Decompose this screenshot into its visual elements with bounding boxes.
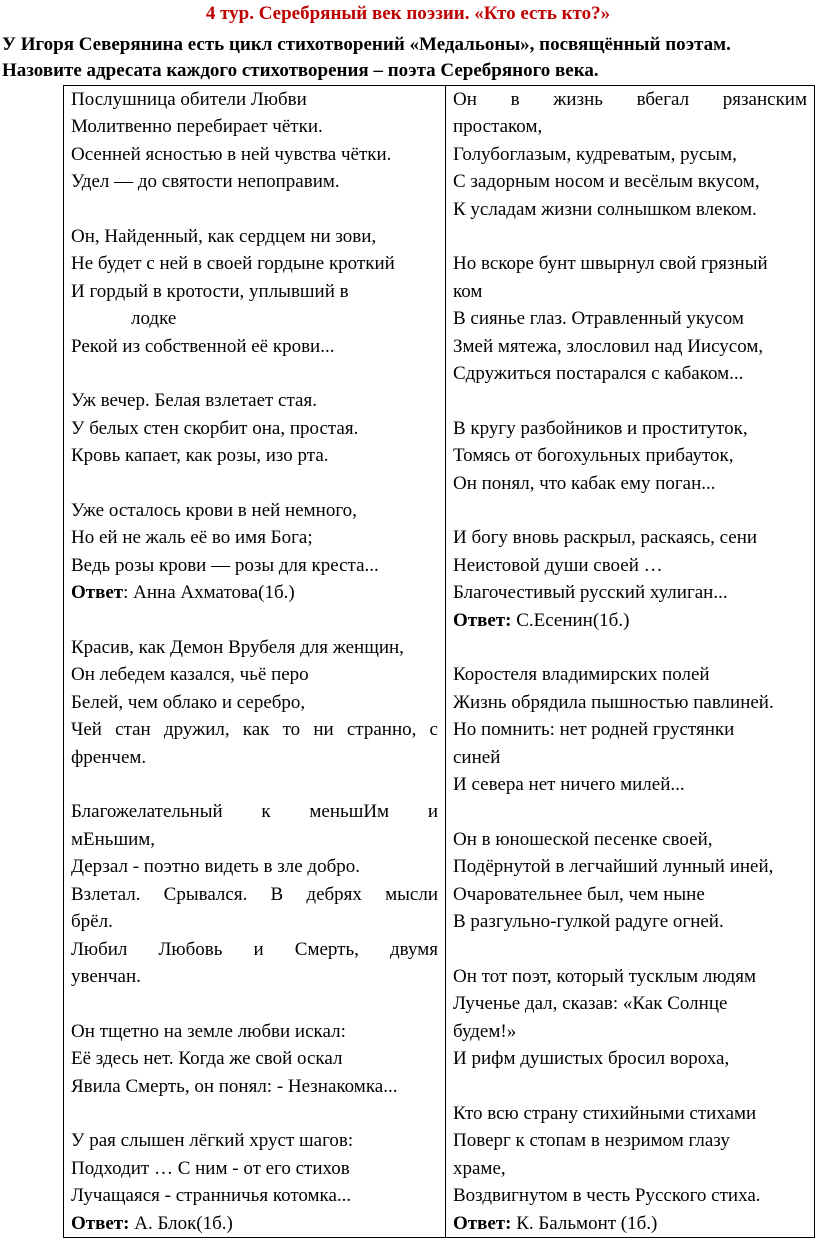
verse-line: Но ей не жаль её во имя Бога; xyxy=(71,527,313,549)
verse-line: У рая слышен лёгкий хруст шагов: xyxy=(71,1130,354,1152)
verse-line: Но вскоре бунт швырнул свой грязный xyxy=(453,253,768,275)
table-row xyxy=(64,86,815,1238)
verse-line: Он, Найденный, как сердцем ни зови, xyxy=(71,226,377,248)
verse-line: Неистовой души своей … xyxy=(453,554,663,576)
verse-line: Не будет с ней в своей гордыне кроткий xyxy=(71,253,395,275)
verse-line: В кругу разбойников и проституток, xyxy=(453,417,748,439)
verse-line: Молитвенно перебирает чётки. xyxy=(71,116,323,138)
stanza-gap xyxy=(453,223,807,250)
verse-line: Но помнить: нет родней грустянки xyxy=(453,719,735,741)
stanza-gap xyxy=(71,990,438,1017)
left-column-cell xyxy=(64,86,446,1238)
stanza-gap xyxy=(71,771,438,798)
verse-line: Белей, чем облако и серебро, xyxy=(71,691,306,713)
verse-line: Рекой из собственной её крови... xyxy=(71,335,335,357)
verse-line: Осенней ясностью в ней чувства чётки. xyxy=(71,143,392,165)
verse-line: Кровь капает, как розы, изо рта. xyxy=(71,445,329,467)
verse-line: С задорным носом и весёлым вкусом, xyxy=(453,171,760,193)
answer-akhmatova xyxy=(71,579,438,606)
verse-line: ком xyxy=(453,280,483,302)
stanza-gap xyxy=(453,497,807,524)
right-column-cell xyxy=(446,86,815,1238)
answer-label: Ответ: xyxy=(453,609,512,631)
verse-line: Жизнь обрядила пышностью павлиней. xyxy=(453,691,774,713)
verse-line: Удел — до святости непоправим. xyxy=(71,171,340,193)
verse-line: Воздвигнутом в честь Русского стиха. xyxy=(453,1185,761,1207)
verse-line: Очаровательнее был, чем ныне xyxy=(453,883,705,905)
verse-line: увенчан. xyxy=(71,965,141,987)
verse-line: Её здесь нет. Когда же свой оскал xyxy=(71,1048,343,1070)
intro-line-1: У Игоря Северянина есть цикл стихотворений «Медальоны», посвящённый поэтам. xyxy=(2,34,731,55)
verse-line: И севера нет ничего милей... xyxy=(453,774,685,796)
verse-line: Дерзал - поэтно видеть в зле добро. xyxy=(71,856,360,878)
verse-line: Благожелательный к меньшИм и xyxy=(71,801,438,823)
stanza-gap xyxy=(71,470,438,497)
answer-balmont xyxy=(453,1210,807,1237)
verse-line: Подёрнутой в легчайший лунный иней, xyxy=(453,856,774,878)
verse-line: мЕньшим, xyxy=(71,828,156,850)
stanza-gap xyxy=(453,1073,807,1100)
verse-line: Лучащаяся - странничья котомка... xyxy=(71,1185,352,1207)
verse-line: Он в жизнь вбегал рязанским xyxy=(453,89,807,110)
verse-line: Коростеля владимирских полей xyxy=(453,664,710,686)
verse-line: Змей мятежа, злословил над Иисусом, xyxy=(453,335,764,357)
verse-line: брёл. xyxy=(71,911,113,933)
answer-label: Ответ: xyxy=(71,1212,130,1234)
verse-line: синей xyxy=(453,746,501,768)
stanza-gap xyxy=(453,799,807,826)
stanza-gap xyxy=(71,607,438,634)
poems-table xyxy=(63,85,815,1238)
answer-esenin xyxy=(453,607,807,634)
verse-line: будем!» xyxy=(453,1020,517,1042)
verse-line: Он тщетно на земле любви искал: xyxy=(71,1020,346,1042)
stanza-gap xyxy=(453,936,807,963)
stanza-gap xyxy=(71,360,438,387)
verse-line: Сдружиться постарался с кабаком... xyxy=(453,363,744,385)
verse-line: Красив, как Демон Врубеля для женщин, xyxy=(71,637,404,659)
verse-line: Он лебедем казался, чьё перо xyxy=(71,664,309,686)
intro-line-2: Назовите адресата каждого стихотворения – поэта Серебряного века. xyxy=(2,60,599,81)
answer-text: А. Блок(1б.) xyxy=(129,1212,233,1234)
stanza-gap xyxy=(453,387,807,414)
verse-line: Он в юношеской песенке своей, xyxy=(453,828,713,850)
verse-line: Любил Любовь и Смерть, двумя xyxy=(71,938,438,960)
verse-line: И рифм душистых бросил вороха, xyxy=(453,1048,730,1070)
verse-line: И богу вновь раскрыл, раскаясь, сени xyxy=(453,527,758,549)
verse-line: В сиянье глаз. Отравленный укусом xyxy=(453,308,744,330)
verse-line: К усладам жизни солнышком влеком. xyxy=(453,198,757,220)
stanza-gap xyxy=(453,634,807,661)
verse-line: Взлетал. Срывался. В дебрях мысли xyxy=(71,883,438,905)
verse-line: У белых стен скорбит она, простая. xyxy=(71,417,359,439)
verse-line: Он понял, что кабак ему поган... xyxy=(453,472,716,494)
verse-line: Явила Смерть, он понял: - Незнакомка... xyxy=(71,1075,398,1097)
verse-line: френчем. xyxy=(71,746,147,768)
answer-text: К. Бальмонт (1б.) xyxy=(511,1212,658,1234)
verse-line: Уж вечер. Белая взлетает стая. xyxy=(71,390,317,412)
verse-line: Поверг к стопам в незримом глазу xyxy=(453,1130,730,1152)
verse-line: Он тот поэт, который тусклым людям xyxy=(453,965,757,987)
verse-line: Томясь от богохульных прибауток, xyxy=(453,445,734,467)
verse-line: храме, xyxy=(453,1157,506,1179)
stanza-gap xyxy=(71,196,438,223)
verse-line: Лученье дал, сказав: «Как Солнце xyxy=(453,993,728,1015)
page-title: 4 тур. Серебряный век поэзии. «Кто есть кто?» xyxy=(205,3,611,24)
answer-label: Ответ xyxy=(71,582,124,604)
answer-label: Ответ: xyxy=(453,1212,512,1234)
verse-line: Кто всю страну стихийными стихами xyxy=(453,1102,757,1124)
verse-line: Послушница обители Любви xyxy=(71,89,307,110)
verse-line: простаком, xyxy=(453,116,543,138)
verse-line: Ведь розы крови — розы для креста... xyxy=(71,554,379,576)
verse-line: В разгульно-гулкой радуге огней. xyxy=(453,911,724,933)
verse-line: Благочестивый русский хулиган... xyxy=(453,582,728,604)
verse-line: Чей стан дружил, как то ни странно, с xyxy=(71,719,438,741)
verse-line: Подходит … С ним - от его стихов xyxy=(71,1157,350,1179)
answer-text: : Анна Ахматова(1б.) xyxy=(123,582,295,604)
answer-text: С.Есенин(1б.) xyxy=(511,609,630,631)
verse-line: лодке xyxy=(131,308,177,330)
verse-line: Голубоглазым, кудреватым, русым, xyxy=(453,143,737,165)
verse-line: Уже осталось крови в ней немного, xyxy=(71,500,357,522)
stanza-gap xyxy=(71,1100,438,1127)
answer-blok xyxy=(71,1210,438,1237)
task-description xyxy=(2,32,812,84)
verse-line: И гордый в кротости, уплывший в xyxy=(71,280,349,302)
